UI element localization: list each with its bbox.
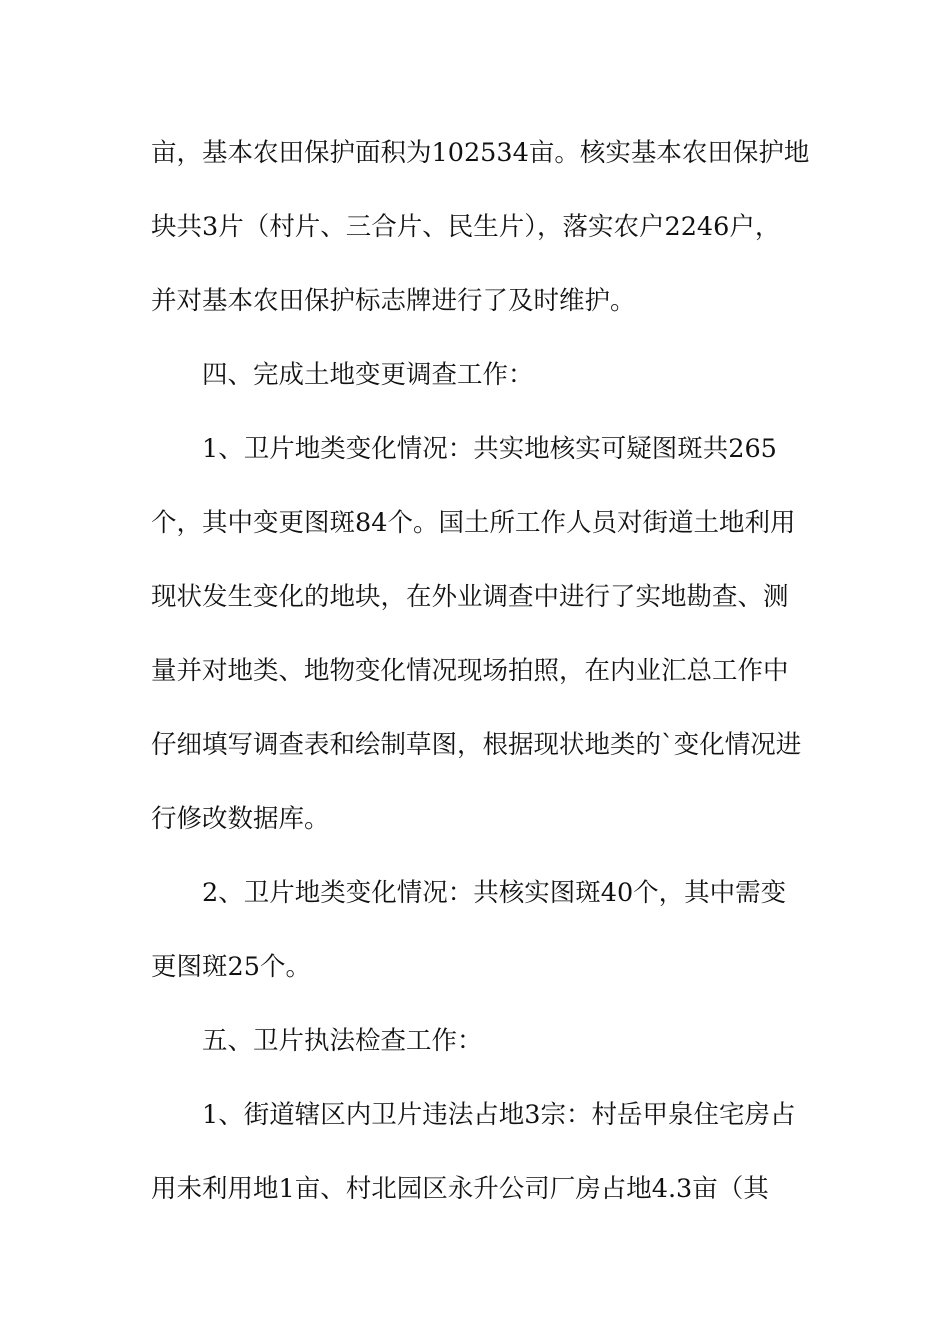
text-line: 并对基本农田保护标志牌进行了及时维护。 <box>151 286 636 316</box>
text-line: 仔细填写调查表和绘制草图，根据现状地类的`变化情况进 <box>151 730 802 760</box>
text-line: 个，其中变更图斑84个。国土所工作人员对街道土地利用 <box>151 508 796 538</box>
text-line: 2、卫片地类变化情况：共核实图斑40个，其中需变 <box>202 878 787 908</box>
text-line: 1、卫片地类变化情况：共实地核实可疑图斑共265 <box>202 434 777 464</box>
text-line: 行修改数据库。 <box>151 804 330 834</box>
document-body <box>151 128 811 1238</box>
text-line: 量并对地类、地物变化情况现场拍照，在内业汇总工作中 <box>151 656 789 686</box>
text-line: 1、街道辖区内卫片违法占地3宗：村岳甲泉住宅房占 <box>202 1100 796 1130</box>
text-line: 块共3片（村片、三合片、民生片），落实农户2246户， <box>151 212 781 242</box>
text-line: 更图斑25个。 <box>151 952 311 982</box>
section-heading: 四、完成土地变更调查工作： <box>202 360 534 390</box>
text-line: 用未利用地1亩、村北园区永升公司厂房占地4.3亩（其 <box>151 1174 769 1204</box>
text-line: 亩，基本农田保护面积为102534亩。核实基本农田保护地 <box>151 138 810 168</box>
text-line: 现状发生变化的地块，在外业调查中进行了实地勘查、测 <box>151 582 789 612</box>
section-heading: 五、卫片执法检查工作： <box>202 1026 483 1056</box>
